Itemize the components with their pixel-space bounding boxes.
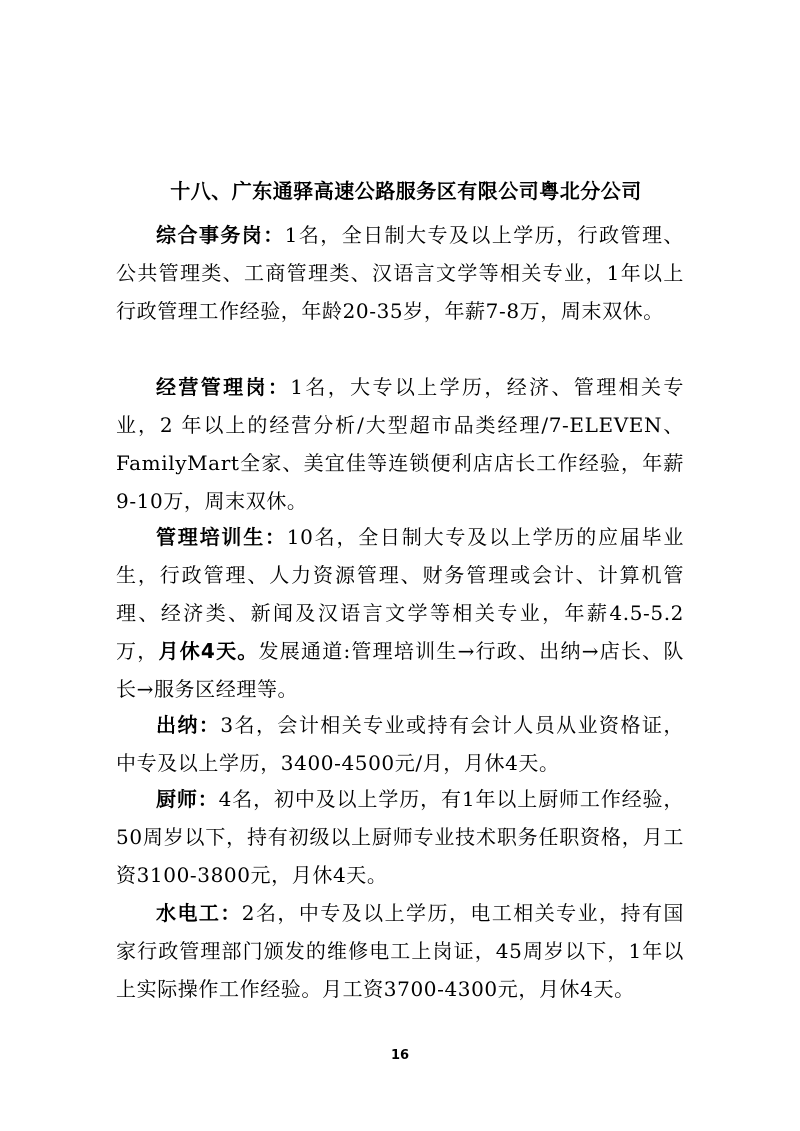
job-section-trainee [116, 518, 684, 708]
job-description: 4名，初中及以上学历，有1年以上厨师工作经验，50周岁以下，持有初级以上厨师专业技术职务任职资格，月工资3100-3800元，月休4天。 [116, 787, 684, 887]
job-title: 综合事务岗： [156, 223, 285, 247]
job-description: 1名，大专以上学历，经济、管理相关专业，2 年以上的经营分析/大型超市品类经理/7-ELEVEN、FamilyMart全家、美宜佳等连锁便利店店长工作经验，年薪9-10万，周末双休。 [116, 375, 684, 513]
job-description-continued: 发展通道:管理培训生→行政、出纳→店长、队长→服务区经理等。 [116, 639, 685, 701]
job-title: 水电工： [156, 901, 242, 925]
job-section-electrician [116, 894, 684, 1008]
job-title: 出纳： [156, 713, 221, 737]
page-number: 16 [390, 1048, 410, 1063]
job-description: 10名，全日制大专及以上学历的应届毕业生，行政管理、人力资源管理、财务管理或会计、计算机管理、经济类、新闻及汉语言文学等相关专业，年薪4.5-5.2万， [116, 525, 684, 663]
section-title: 十八、广东通驿高速公路服务区有限公司粤北分公司 [170, 179, 642, 203]
job-description: 3名，会计相关专业或持有会计人员从业资格证，中专及以上学历，3400-4500元/月，月休4天。 [116, 713, 684, 775]
job-section-operations [116, 368, 684, 520]
job-section-cashier [116, 706, 684, 782]
job-title: 经营管理岗： [156, 375, 291, 399]
job-section-chef [116, 780, 684, 894]
job-section-admin [116, 216, 684, 330]
job-title: 管理培训生： [156, 525, 287, 549]
job-emphasis: 月休4天。 [158, 639, 259, 663]
job-title: 厨师： [156, 787, 219, 811]
job-description: 2名，中专及以上学历，电工相关专业，持有国家行政管理部门颁发的维修电工上岗证，45周岁以下，1年以上实际操作工作经验。月工资3700-4300元，月休4天。 [116, 901, 684, 1001]
job-description: 1名，全日制大专及以上学历，行政管理、公共管理类、工商管理类、汉语言文学等相关专业，1年以上行政管理工作经验，年龄20-35岁，年薪7-8万，周末双休。 [116, 223, 684, 323]
